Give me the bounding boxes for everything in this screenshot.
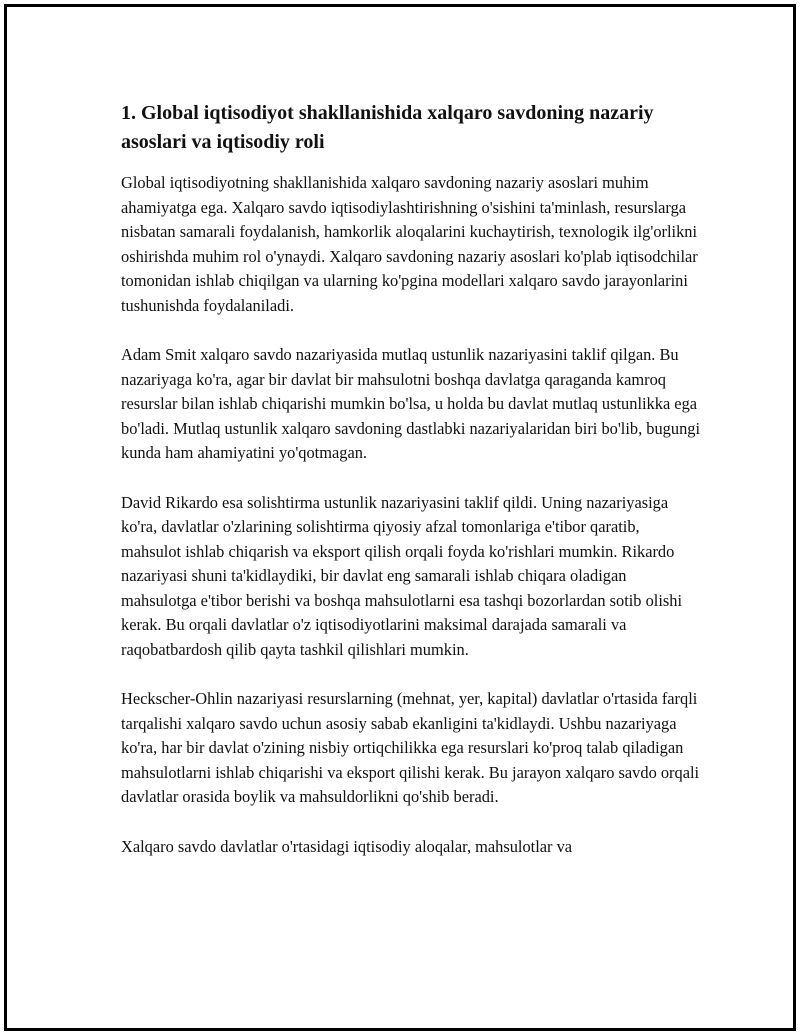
document-body xyxy=(121,99,701,884)
section-heading: 1. Global iqtisodiyot shakllanishida xalqaro savdoning nazariy asoslari va iqtisodiy roli xyxy=(121,102,654,153)
paragraph-ricardo: David Rikardo esa solishtirma ustunlik nazariyasini taklif qildi. Uning nazariyasiga ko'ra, davlatlar o'zlarining solishtirma qiyosiy afzal tomonlariga e'tibor qaratib, mahsulot ishlab chiqarish va eksport qilish orqali foyda ko'rishlari mumkin. Rikardo nazariyasi shuni ta'kidlaydiki, bir davlat eng samarali ishlab chiqara oladigan mahsulotga e'tibor berishi va boshqa mahsulotlarni esa tashqi bozorlardan sotib olishi kerak. Bu orqali davlatlar o'z iqtisodiyotlarini maksimal darajada samarali va raqobatbardosh qilib qayta tashkil qilishlari mumkin. xyxy=(121,492,683,659)
paragraph-intro: Global iqtisodiyotning shakllanishida xalqaro savdoning nazariy asoslari muhim ahamiyatga ega. Xalqaro savdo iqtisodiylashtirishning o'sishini ta'minlash, resurslarga nisbatan samarali foydalanish, hamkorlik aloqalarini kuchaytirish, texnologik ilg'orlikni oshirishda muhim rol o'ynaydi. Xalqaro savdoning nazariy asoslari ko'plab iqtisodchilar tomonidan ishlab chiqilgan va ularning ko'pgina modellari xalqaro savdo jarayonlarini tushunishda foydalaniladi. xyxy=(121,173,698,315)
paragraph-continuation: Xalqaro savdo davlatlar o'rtasidagi iqtisodiy aloqalar, mahsulotlar va xyxy=(121,836,573,856)
paragraph-adam-smith: Adam Smit xalqaro savdo nazariyasida mutlaq ustunlik nazariyasini taklif qilgan. Bu nazariyaga ko'ra, agar bir davlat bir mahsulotni boshqa davlatga qaraganda kamroq resurslar bilan ishlab chiqarishi mumkin bo'lsa, u holda bu davlat mutlaq ustunlikka ega bo'ladi. Mutlaq ustunlik xalqaro savdoning dastlabki nazariyalaridan biri bo'lib, bugungi kunda ham ahamiyatini yo'qotmagan. xyxy=(121,345,701,462)
paragraph-heckscher-ohlin: Heckscher-Ohlin nazariyasi resurslarning (mehnat, yer, kapital) davlatlar o'rtasida farqli tarqalishi xalqaro savdo uchun asosiy sabab ekanligini ta'kidlaydi. Ushbu nazariyaga ko'ra, har bir davlat o'zining nisbiy ortiqchilikka ega resurslari ko'proq talab qiladigan mahsulotlarni ishlab chiqarishi va eksport qilishi kerak. Bu jarayon xalqaro savdo orqali davlatlar orasida boylik va mahsuldorlikni qo'shib beradi. xyxy=(121,689,700,806)
page-frame xyxy=(4,4,796,1031)
